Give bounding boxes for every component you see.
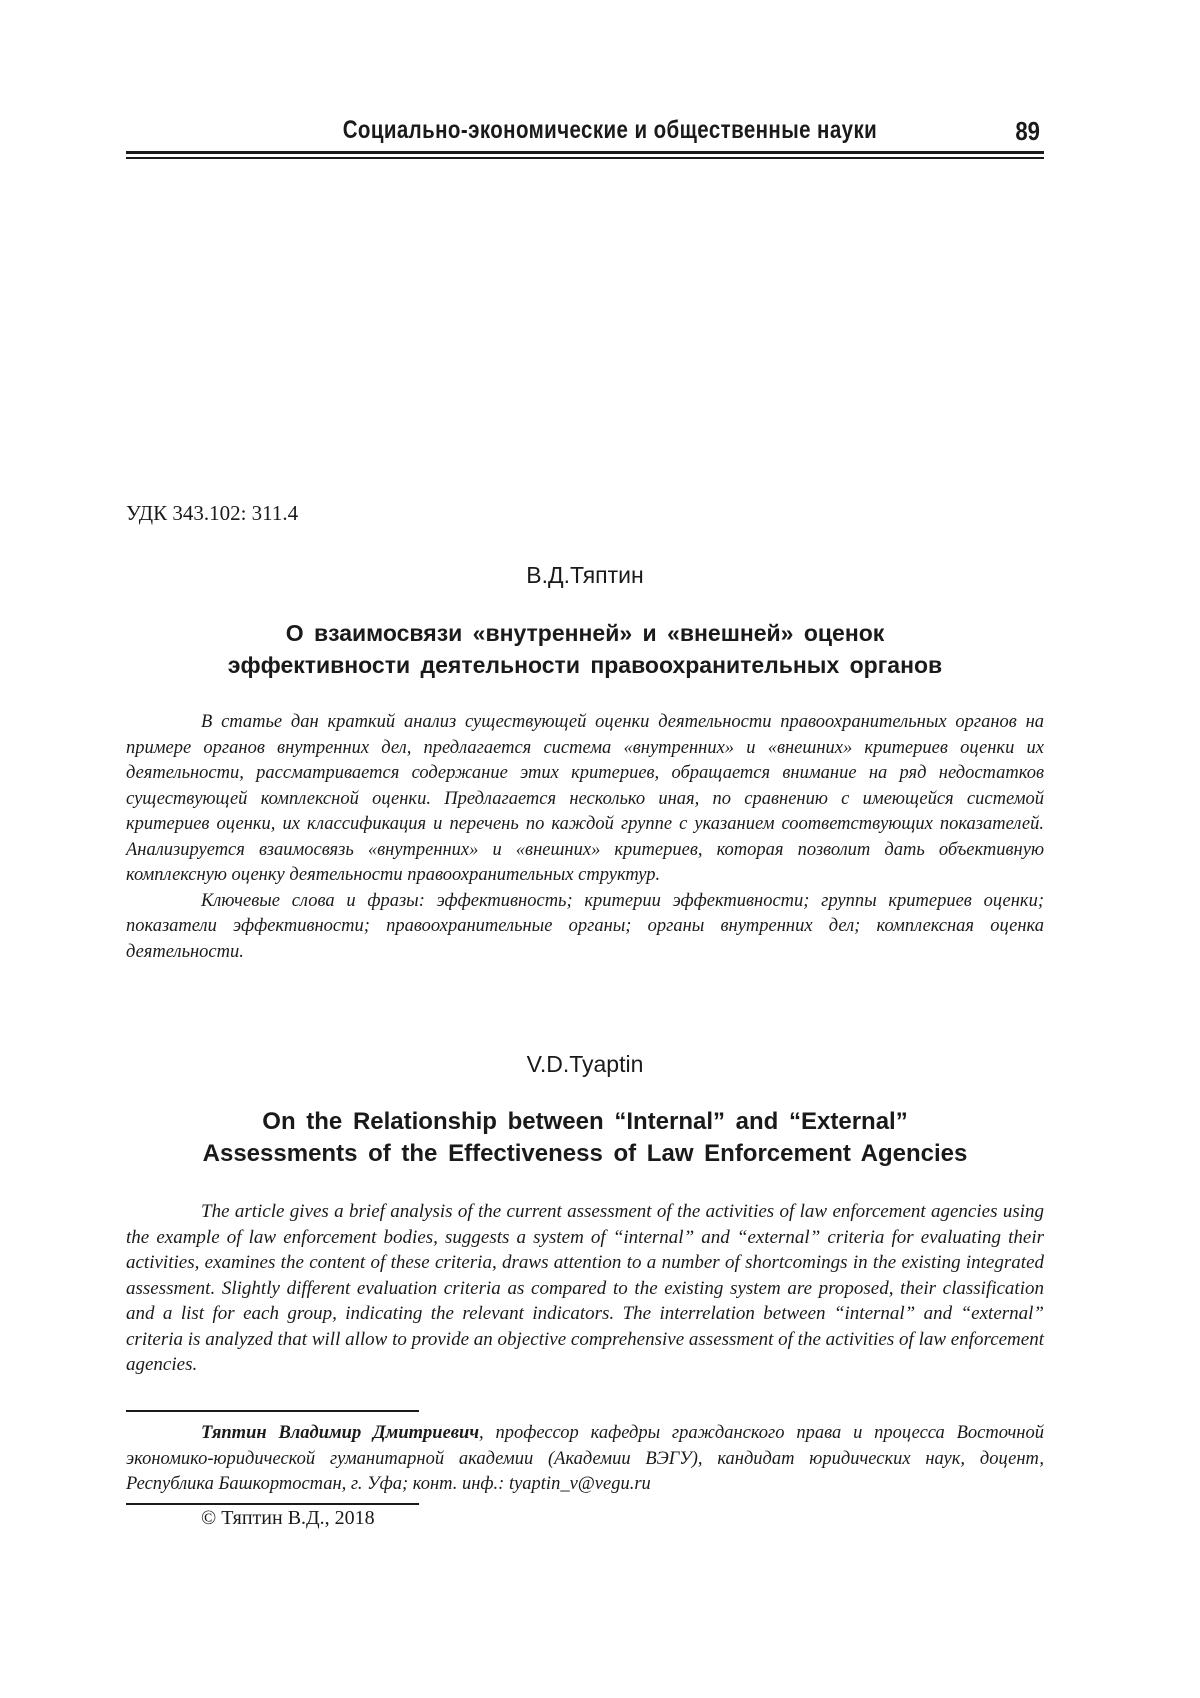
udk-code: УДК 343.102: 311.4 bbox=[126, 501, 299, 525]
page-number: 89 bbox=[1015, 116, 1040, 146]
footnote-separator bbox=[126, 1410, 419, 1412]
footnote-author-info: , профессор кафедры гражданского права и процесса Восточной экономико-юридической гуманитарной академии (Академии ВЭГУ), кандидат юридических наук, доцент, Республика Башкортостан, г. Уфа; конт. инф.: tyaptin_v@vegu.ru bbox=[126, 1423, 1044, 1494]
copyright: © Тяптин В.Д., 2018 bbox=[201, 1507, 375, 1529]
author-footnote bbox=[126, 1421, 1044, 1498]
footnote-text bbox=[126, 1421, 1044, 1498]
title-ru-line2: эффективности деятельности правоохранительных органов bbox=[227, 652, 943, 678]
author-ru: В.Д.Тяптин bbox=[526, 562, 644, 588]
header-rule-thin bbox=[126, 157, 1044, 159]
journal-section-title: Социально-экономические и общественные науки bbox=[342, 116, 878, 144]
footnote-separator-bottom bbox=[126, 1503, 419, 1505]
running-header bbox=[126, 116, 1044, 162]
abstract-en-text: The article gives a brief analysis of the current assessment of the activities of law enforcement agencies using the example of law enforcement bodies, suggests a system of “internal” and “external” criteria for evaluating their activities, examines the content of these criteria, draws attention to a number of shortcomings in the existing integrated assessment. Slightly different evaluation criteria as compared to the existing system are proposed, their classification and a list for each group, indicating the relevant indicators. The interrelation between “internal” and “external” criteria is analyzed that will allow to provide an objective comprehensive assessment of the activities of law enforcement agencies. bbox=[126, 1201, 1044, 1375]
keywords-ru: Ключевые слова и фразы: эффективность; критерии эффективности; группы критериев оценки; показатели эффективности; правоохранительные органы; органы внутренних дел; комплексная оценка деятельности. bbox=[126, 890, 1044, 962]
title-ru-line1: О взаимосвязи «внутренней» и «внешней» оценок bbox=[285, 620, 885, 646]
abstract-ru bbox=[126, 710, 1044, 965]
abstract-ru-text: В статье дан краткий анализ существующей оценки деятельности правоохранительных органов на примере органов внутренних дел, предлагается система «внутренних» и «внешних» критериев оценки их деятельности, рассматривается содержание этих критериев, обращается внимание на ряд недостатков существующей комплексной оценки. Предлагается несколько иная, по сравнению с имеющейся системой критериев оценки, их классификация и перечень по каждой группе с указанием соответствующих показателей. Анализируется взаимосвязь «внутренних» и «внешних» критериев, которая позволит дать объективную комплексную оценку деятельности правоохранительных структур. bbox=[126, 712, 1044, 885]
title-en-line2: Assessments of the Effectiveness of Law Enforcement Agencies bbox=[202, 1140, 968, 1167]
footnote-author-name: Тяптин Владимир Дмитриевич bbox=[201, 1423, 480, 1443]
abstract-en bbox=[126, 1199, 1044, 1378]
title-en bbox=[126, 1106, 1044, 1170]
author-en: V.D.Tyaptin bbox=[526, 1051, 644, 1077]
title-ru bbox=[126, 617, 1044, 681]
header-rule-thick bbox=[126, 151, 1044, 154]
title-en-line1: On the Relationship between “Internal” and “External” bbox=[262, 1108, 908, 1135]
